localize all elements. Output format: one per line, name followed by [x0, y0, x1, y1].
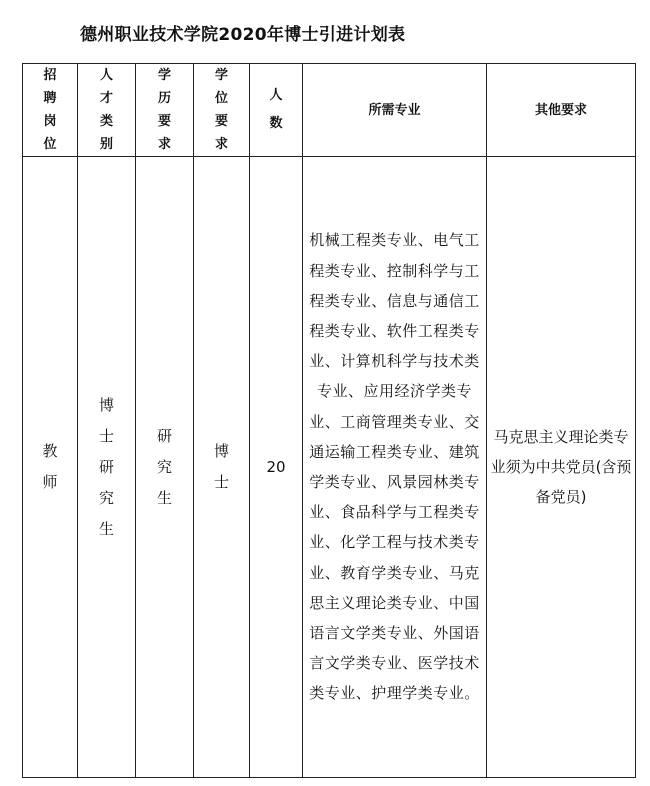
- recruitment-table: [22, 63, 636, 778]
- cell-count: 20: [250, 157, 303, 778]
- cell-other: 马克思主义理论类专业须为中共党员(含预备党员): [487, 157, 636, 778]
- cell-degree: 博士: [194, 157, 250, 778]
- header-talent-type: 人才类别: [78, 64, 136, 157]
- header-other: 其他要求: [487, 64, 636, 157]
- header-position: 招聘岗位: [23, 64, 78, 157]
- cell-majors: 机械工程类专业、电气工程类专业、控制科学与工程类专业、信息与通信工程类专业、软件工程类专业、计算机科学与技术类专业、应用经济学类专业、工商管理类专业、交通运输工程类专业、建筑学类专业、风景园林类专业、食品科学与工程类专业、化学工程与技术类专业、教育学类专业、马克思主义理论类专业、中国语言文学类专业、外国语言文学类专业、医学技术类专业、护理学类专业。: [303, 157, 487, 778]
- header-education: 学历要求: [136, 64, 194, 157]
- cell-talent-type: 博士研究生: [78, 157, 136, 778]
- header-majors: 所需专业: [303, 64, 487, 157]
- cell-education: 研究生: [136, 157, 194, 778]
- cell-position: 教师: [23, 157, 78, 778]
- table-row: [23, 157, 636, 778]
- page-title: 德州职业技术学院2020年博士引进计划表: [80, 25, 406, 45]
- table-header-row: [23, 64, 636, 157]
- header-count: 人数: [250, 64, 303, 157]
- header-degree: 学位要求: [194, 64, 250, 157]
